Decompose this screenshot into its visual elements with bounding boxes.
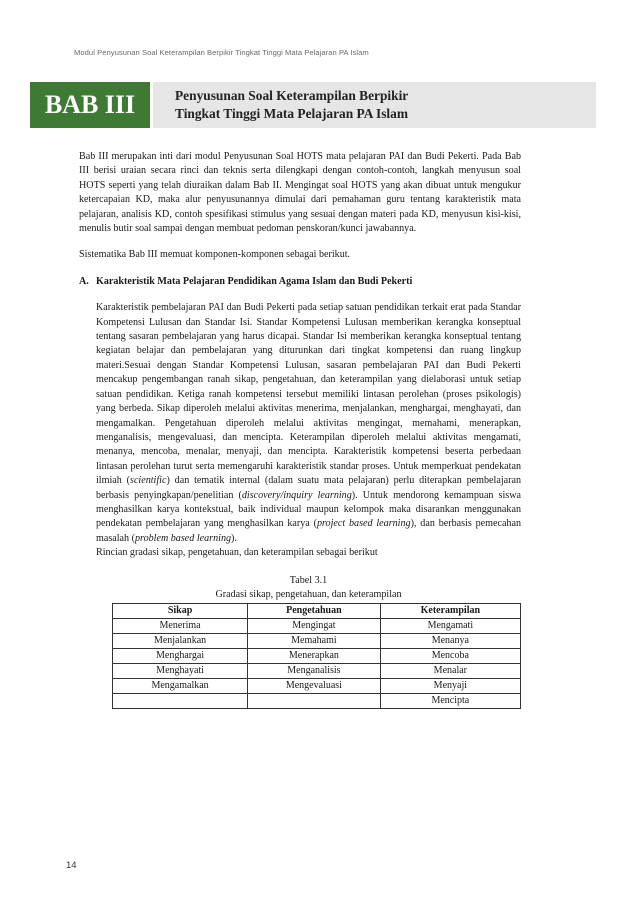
table-header-row	[113, 603, 521, 618]
characteristics-text-4: ), dan berbasis pemecahan masalah (	[96, 518, 521, 544]
characteristics-paragraph	[96, 301, 521, 546]
chapter-title-line-2: Tingkat Tinggi Mata Pelajaran PA Islam	[175, 106, 408, 121]
table-row	[113, 633, 521, 648]
term-problem-based-learning: problem based learning	[134, 532, 232, 544]
chapter-title-line-1: Penyusunan Soal Keterampilan Berpikir	[175, 88, 409, 103]
table-cell: Memahami	[248, 633, 381, 648]
section-a-title: Karakteristik Mata Pelajaran Pendidikan Agama Islam dan Budi Pekerti	[96, 275, 413, 287]
table-row	[113, 618, 521, 633]
table-cell: Menerapkan	[248, 648, 381, 663]
table-cell	[248, 693, 381, 708]
chapter-badge: BAB III	[30, 82, 150, 128]
gradation-table	[112, 603, 521, 709]
systematics-paragraph: Sistematika Bab III memuat komponen-komponen sebagai berikut.	[79, 249, 351, 261]
table-cell: Menanya	[380, 633, 520, 648]
table-cell: Menerima	[113, 618, 248, 633]
chapter-title	[175, 87, 408, 123]
table-cell: Menyaji	[380, 678, 520, 693]
intro-paragraph: Bab III merupakan inti dari modul Penyusunan Soal HOTS mata pelajaran PAI dan Budi Pekerti. Pada Bab III berisi uraian secara rinci dan teknis serta dilengkapi dengan contoh-contoh, langkah menyusun soal HOTS seperti yang telah diuraikan dalam Bab II. Mengingat soal HOTS yang akan dibuat untuk mengukur ketercapaian KD, maka alur penyusunannya dimulai dari pemahaman guru tentang karakteristik mata pelajaran, analisis KD, contoh spesifikasi stimulus yang sesuai dengan materi pada KD, menyusun kisi-kisi, menulis butir soal sampai dengan membuat pedoman penskoran/kunci jawabannya.	[79, 151, 521, 235]
page-content	[79, 150, 521, 709]
table-cell: Mengamati	[380, 618, 520, 633]
table-row	[113, 663, 521, 678]
characteristics-text-5: ).	[231, 532, 237, 544]
chapter-title-box	[153, 82, 596, 128]
characteristics-text-3: ). Untuk mendorong kemampuan siswa menghasilkan karya kontekstual, baik individual maupun kelompok maka disarankan menggunakan pendekatan pembelajaran yang menghasilkan karya (	[96, 489, 521, 530]
characteristics-text-1: Karakteristik pembelajaran PAI dan Budi Pekerti pada setiap satuan pendidikan terkait erat pada Standar Kompetensi Lulusan dan Standar Isi. Standar Kompetensi Lulusan memberikan kerangka konseptual tentang sasaran pembelajaran yang harus dicapai. Standar Isi memberikan kerangka konseptual tentang kegiatan belajar dan pembelajaran yang diturunkan dari tingkat kompetensi dan ruang lingkup materi.Sesuai dengan Standar Kompetensi Lulusan, sasaran pembelajaran PAI dan Budi Pekerti mencakup pengembangan ranah sikap, pengetahuan, dan keterampilan yang dielaborasi untuk setiap satuan pendidikan. Ketiga ranah kompetensi tersebut memiliki lintasan perolehan (proses psikologis) yang berbeda. Sikap diperoleh melalui aktivitas menerima, menjalankan, menghargai, menghayati, dan mengamalkan. Pengetahuan diperoleh melalui aktivitas mengingat, memahami, menerapkan, menganalisis, mengevaluasi, dan mencipta. Keterampilan diperoleh melalui aktivitas mengamati, menanya, mencoba, menalar, menyaji, dan mencipta. Karakteristik kompetensi beserta perbedaan lintasan perolehan turut serta memengaruhi karakteristik standar proses. Untuk memperkuat pendekatan ilmiah (	[96, 302, 521, 487]
term-project-based-learning: project based learning	[316, 518, 411, 530]
page-number: 14	[66, 860, 77, 871]
table-number: Tabel 3.1	[289, 574, 328, 586]
running-header: Modul Penyusunan Soal Keterampilan Berpikir Tingkat Tinggi Mata Pelajaran PA Islam	[74, 48, 369, 57]
table-cell	[113, 693, 248, 708]
table-cell: Mengevaluasi	[248, 678, 381, 693]
column-header-keterampilan: Keterampilan	[380, 603, 520, 618]
section-a-body	[96, 301, 521, 708]
table-cell: Menganalisis	[248, 663, 381, 678]
table-row	[113, 693, 521, 708]
table-cell: Menalar	[380, 663, 520, 678]
table-cell: Mencoba	[380, 648, 520, 663]
table-cell: Mengamalkan	[113, 678, 248, 693]
section-a-heading	[79, 275, 521, 289]
table-cell: Menjalankan	[113, 633, 248, 648]
table-row	[113, 678, 521, 693]
chapter-banner	[30, 82, 596, 128]
table-cell: Menghayati	[113, 663, 248, 678]
gradation-intro: Rincian gradasi sikap, pengetahuan, dan keterampilan sebagai berikut	[96, 547, 378, 559]
characteristics-text-2: ) dan tematik internal (dalam suatu mata pelajaran) perlu diterapkan pembelajaran berbasis penyingkapan/penelitian (	[96, 475, 521, 501]
table-cell: Mengingat	[248, 618, 381, 633]
column-header-pengetahuan: Pengetahuan	[248, 603, 381, 618]
table-cell: Menghargai	[113, 648, 248, 663]
term-scientific: scientific	[130, 475, 167, 487]
section-a-letter: A.	[79, 275, 89, 287]
table-caption	[96, 574, 521, 602]
table-title: Gradasi sikap, pengetahuan, dan keterampilan	[215, 588, 402, 600]
table-row	[113, 648, 521, 663]
term-discovery-learning: discovery/inquiry learning	[241, 489, 352, 501]
column-header-sikap: Sikap	[113, 603, 248, 618]
table-cell: Mencipta	[380, 693, 520, 708]
